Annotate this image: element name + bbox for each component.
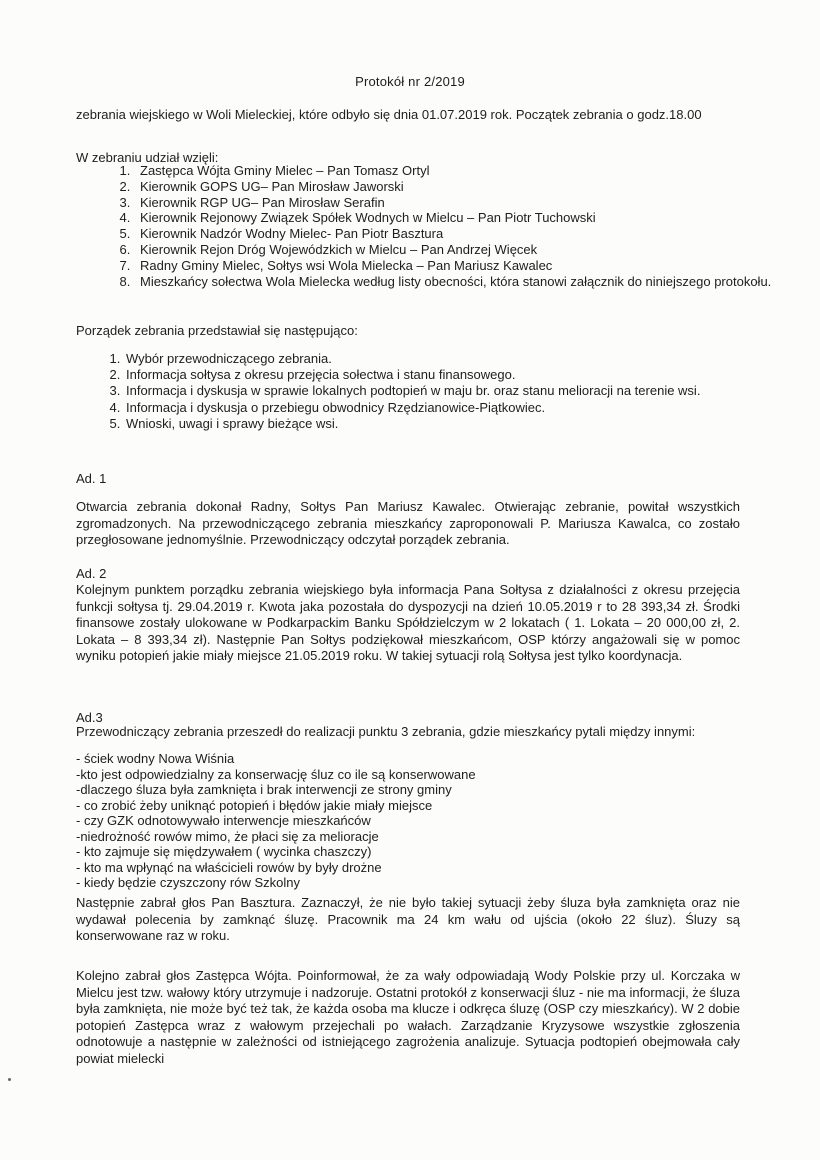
section-heading-ad1: Ad. 1 [76, 471, 107, 486]
agenda-item: 4. Informacja i dyskusja o przebiegu obwodnicy Rzędzianowice-Piątkowiec. [124, 400, 784, 416]
section-heading-ad3: Ad.3 [76, 710, 103, 725]
agenda-item: 3. Informacja i dyskusja w sprawie lokalnych podtopień w maju br. oraz stanu melioracji na terenie wsi. [124, 383, 784, 399]
paragraph-basztura: Następnie zabrał głos Pan Basztura. Zaznaczył, że nie było takiej sytuacji żeby śluza była zamknięta oraz nie wydawał polecenia by zamknąć śluzę. Pracownik ma 24 km wału od ujścia (około 22 śluz). Śluzy są konserwowane raz w roku. [76, 895, 740, 943]
agenda-heading: Porządek zebrania przedstawiał się następująco: [76, 323, 358, 338]
intro-line: zebrania wiejskiego w Woli Mieleckiej, które odbyło się dnia 01.07.2019 rok. Początek zebrania o godz.18.00 [76, 107, 702, 122]
attendee-item: 1. Zastępca Wójta Gminy Mielec – Pan Tomasz Ortyl [134, 163, 774, 179]
agenda-list [76, 351, 784, 432]
question-item: - ściek wodny Nowa Wiśnia [76, 751, 235, 766]
attendee-item: 3. Kierownik RGP UG– Pan Mirosław Serafin [134, 195, 774, 211]
question-item: - kto zajmuje się międzywałem ( wycinka chaszczy) [76, 844, 372, 859]
attendees-heading: W zebraniu udział wzięli: [76, 150, 219, 165]
attendees-list [104, 163, 774, 289]
attendee-item: 7. Radny Gminy Mielec, Sołtys wsi Wola Mielecka – Pan Mariusz Kawalec [134, 258, 774, 274]
questions-list [76, 751, 476, 891]
document-title: Protokół nr 2/2019 [355, 74, 465, 89]
section-heading-ad2: Ad. 2 [76, 566, 107, 581]
attendee-item: 8. Mieszkańcy sołectwa Wola Mielecka według listy obecności, która stanowi załącznik do niniejszego protokołu. [134, 274, 774, 290]
attendee-item: 4. Kierownik Rejonowy Związek Spółek Wodnych w Mielcu – Pan Piotr Tuchowski [134, 210, 774, 226]
section-intro-ad3: Przewodniczący zebrania przeszedł do realizacji punktu 3 zebrania, gdzie mieszkańcy pytali między innymi: [76, 724, 696, 739]
attendee-item: 5. Kierownik Nadzór Wodny Mielec- Pan Piotr Basztura [134, 226, 774, 242]
agenda-item: 2. Informacja sołtysa z okresu przejęcia sołectwa i stanu finansowego. [124, 367, 784, 383]
question-item: - kto ma wpłynąć na właścicieli rowów by były drożne [76, 859, 382, 875]
question-item: -dlaczego śluza była zamknięta i brak interwencji ze strony gminy [76, 782, 452, 797]
question-item: -niedrożność rowów mimo, że płaci się za melioracje [76, 828, 379, 844]
section-text-ad1: Otwarcia zebrania dokonał Radny, Sołtys Pan Mariusz Kawalec. Otwierając zebranie, powitał wszystkich zgromadzonych. Na przewodniczącego zebrania mieszkańcy zaproponowali P. Mariusza Kawalca, co zostało przegłosowane jednomyślnie. Przewodniczący odczytał porządek zebrania. [76, 499, 740, 547]
question-item: - kiedy będzie czyszczony rów Szkolny [76, 875, 300, 890]
agenda-item: 5. Wnioski, uwagi i sprawy bieżące wsi. [124, 416, 784, 432]
section-text-ad2: Kolejnym punktem porządku zebrania wiejskiego była informacja Pana Sołtysa z działalności z okresu przejęcia funkcji sołtysa tj. 29.04.2019 r. Kwota jaka pozostała do dyspozycji na dzień 10.05.2019 r to 28 393,34 zł. Środki finansowe zostały ulokowane w Podkarpackim Banku Spółdzielczym w 2 lokatach ( 1. Lokata – 20 000,00 zł, 2. Lokata – 8 393,34 zł). Następnie Pan Sołtys podziękował mieszkańcom, OSP którzy angażowali się w pomoc wyniku potopień jakie miały miejsce 21.05.2019 roku. W takiej sytuacji rolą Sołtysa jest tylko koordynacja. [76, 582, 740, 663]
scan-dot [8, 1078, 11, 1081]
question-item: - czy GZK odnotowywało interwencje mieszkańców [76, 813, 371, 828]
question-item: -kto jest odpowiedzialny za konserwację śluz co ile są konserwowane [76, 766, 476, 782]
paragraph-zastepca: Kolejno zabrał głos Zastępca Wójta. Poinformował, że za wały odpowiadają Wody Polskie przy ul. Korczaka w Mielcu jest tzw. wałowy który utrzymuje i nadzoruje. Ostatni protokół z konserwacji śluz - nie ma informacji, że śluza była zamknięta, nie może być też tak, że każda osoba ma klucze i odkręca śluzę (OSP czy mieszkańcy). W 2 dobie potopień Zastępca wraz z wałowym przejechali po wałach. Zarządzanie Kryzysowe wszystkie zgłoszenia odnotowuje a następnie w zależności od istniejącego zagrożenia analizuje. Sytuacja podtopień obejmowała cały powiat mielecki [76, 968, 740, 1066]
attendee-item: 2. Kierownik GOPS UG– Pan Mirosław Jaworski [134, 179, 774, 195]
agenda-item: 1. Wybór przewodniczącego zebrania. [124, 351, 784, 367]
question-item: - co zrobić żeby uniknąć potopień i błędów jakie miały miejsce [76, 797, 433, 813]
attendee-item: 6. Kierownik Rejon Dróg Wojewódzkich w Mielcu – Pan Andrzej Więcek [134, 242, 774, 258]
